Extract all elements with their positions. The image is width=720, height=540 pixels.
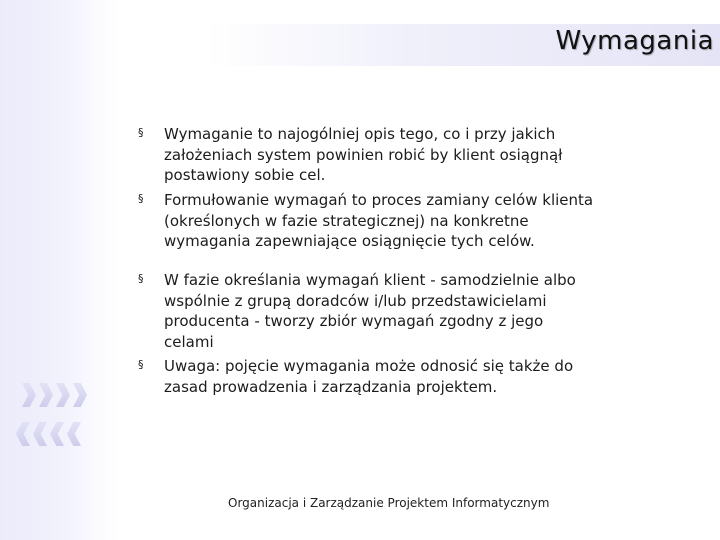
- bullet-text: Wymaganie to najogólniej opis tego, co i przy jakich założeniach system powinien robić by klient osiągnął postawiony sobie cel.: [164, 125, 563, 184]
- slide-title: Wymagania: [555, 26, 714, 56]
- bullet-marker: §: [138, 192, 144, 205]
- bullet-text: W fazie określania wymagań klient - samodzielnie albo wspólnie z grupą doradców i/lub przedstawicielami producenta - tworzy zbiór wymagań zgodny z jego celami: [164, 271, 576, 351]
- left-decorative-band: [0, 0, 118, 540]
- bullet-text: Uwaga: pojęcie wymagania może odnosić się także do zasad prowadzenia i zarządzania projektem.: [164, 357, 574, 396]
- footer-text: Organizacja i Zarządzanie Projektem Informatycznym: [228, 496, 550, 510]
- bullet-text: Formułowanie wymagań to proces zamiany celów klienta (określonych w fazie strategicznej) na konkretne wymagania zapewniające osiągnięcie tych celów.: [164, 191, 594, 250]
- bullet-marker: §: [138, 358, 144, 371]
- bullet-marker: §: [138, 126, 144, 139]
- bullet-marker: §: [138, 272, 144, 285]
